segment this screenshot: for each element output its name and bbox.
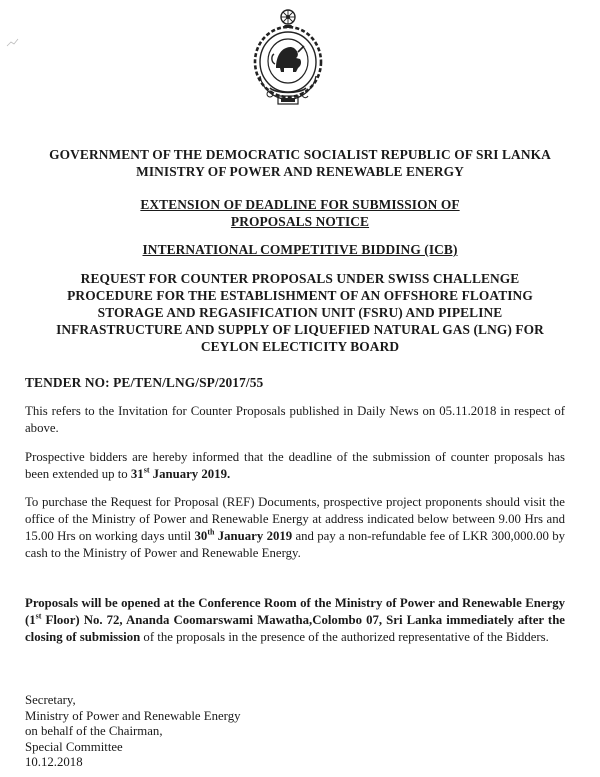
signature-block	[25, 693, 241, 771]
request-title	[0, 270, 600, 355]
lion-icon	[272, 46, 304, 72]
tender-number: TENDER NO: PE/TEN/LNG/SP/2017/55	[25, 375, 264, 390]
sri-lanka-emblem-icon	[246, 6, 330, 110]
paragraph-opening	[25, 595, 565, 646]
signature-behalf: on behalf of the Chairman,	[25, 724, 163, 738]
notice-title-line-2: PROPOSALS NOTICE	[230, 214, 370, 229]
request-line-5: CEYLON ELECTICITY BOARD	[200, 339, 400, 354]
icb-title-text: INTERNATIONAL COMPETITIVE BIDDING (ICB)	[142, 242, 458, 257]
notice-title	[0, 196, 600, 230]
opening-text: of the proposals in the presence of the authorized representative of the Bidders.	[140, 630, 549, 644]
purchase-date: 30th January 2019	[194, 527, 293, 543]
deadline-text: Prospective bidders are hereby informed that the deadline of the submission of counter proposals has been extended up to	[25, 450, 565, 481]
paragraph-deadline	[25, 449, 565, 483]
purchase-text-1: To purchase the Request for Proposal (REF) Documents, prospective project proponents should visit the office of the Ministry of Power and Renewable Energy at address indicated below between 9.00 Hrs and 15.00 Hrs on working days until	[25, 495, 565, 543]
government-header	[0, 146, 600, 180]
opening-bold: Proposals will be opened at the Conference Room of the Ministry of Power and Renewable Energy (1st Floor) No. 72, Ananda Coomarswami Mawatha,Colombo 07, Sri Lanka immediately after the closing of submission	[25, 596, 565, 644]
request-line-1: REQUEST FOR COUNTER PROPOSALS UNDER SWISS CHALLENGE	[80, 271, 520, 286]
dharma-wheel-icon	[281, 10, 295, 28]
signature-title: Secretary,	[25, 693, 76, 707]
signature-ministry: Ministry of Power and Renewable Energy	[25, 708, 241, 723]
request-line-3: STORAGE AND REGASIFICATION UNIT (FSRU) AND PIPELINE	[97, 305, 503, 320]
scan-speck-icon	[6, 38, 20, 48]
icb-title	[0, 241, 600, 258]
header-line-1: GOVERNMENT OF THE DEMOCRATIC SOCIALIST REPUBLIC OF SRI LANKA	[49, 147, 551, 162]
notice-title-line-1: EXTENSION OF DEADLINE FOR SUBMISSION OF	[140, 197, 460, 212]
signature-committee: Special Committee	[25, 739, 123, 754]
paragraph-purchase	[25, 494, 565, 562]
paragraph-invitation: This refers to the Invitation for Counter Proposals published in Daily News on 05.11.2018 in respect of above.	[25, 404, 565, 435]
header-line-2: MINISTRY OF POWER AND RENEWABLE ENERGY	[136, 164, 464, 179]
deadline-date: 31st January 2019.	[130, 465, 231, 481]
signature-date: 10.12.2018	[25, 755, 83, 769]
purchase-text-2: and pay a non-refundable fee of LKR 300,000.00 by cash to the Ministry of Power and Renewable Energy.	[25, 529, 566, 560]
request-line-2: PROCEDURE FOR THE ESTABLISHMENT OF AN OFFSHORE FLOATING	[67, 288, 533, 303]
request-line-4: INFRASTRUCTURE AND SUPPLY OF LIQUEFIED NATURAL GAS (LNG) FOR	[56, 322, 544, 337]
